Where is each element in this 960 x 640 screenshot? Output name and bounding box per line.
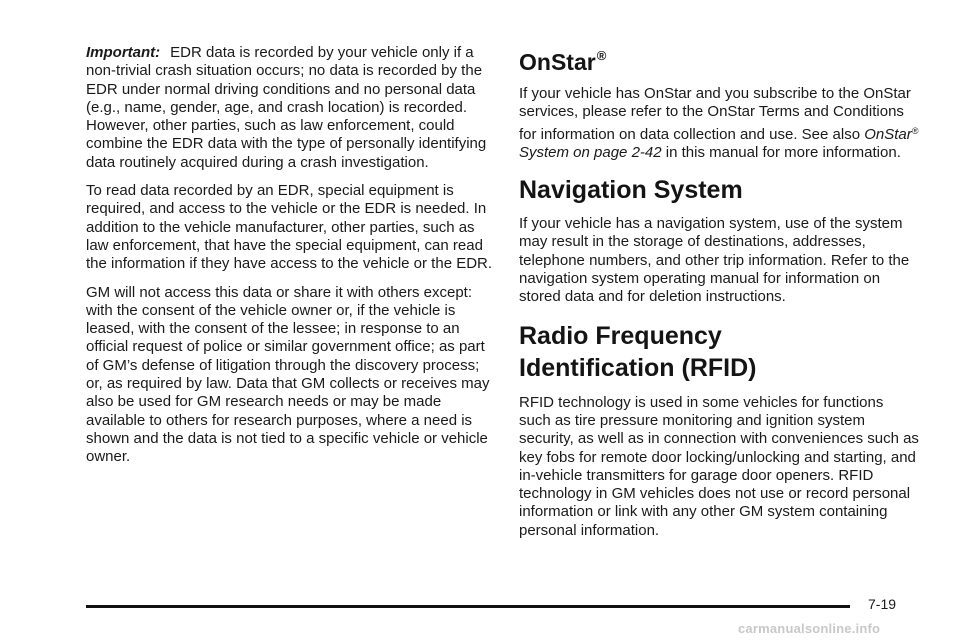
right-column	[519, 44, 919, 550]
navigation-paragraph: If your vehicle has a navigation system, use of the system may result in the storage of destinations, addresses, telephone numbers, and other trip information. Refer to the navigation system operating manual for information on stored data and for deletion instructions.	[519, 215, 910, 306]
registered-mark: ®	[596, 48, 607, 63]
page-number: 7-19	[868, 596, 897, 612]
rfid-paragraph: RFID technology is used in some vehicles for functions such as tire pressure monitoring and ignition system security, as well as in connection with conveniences such as key fobs for remote door locking/unlocking and starting, and in-vehicle transmitters for garage door openers. RFID technology in GM vehicles does not use or record personal information or link with any other GM system containing personal information.	[519, 393, 919, 539]
onstar-heading	[519, 42, 919, 76]
important-text: EDR data is recorded by your vehicle only if a non-trivial crash situation occurs; no data is recorded by the EDR under normal driving conditions and no personal data (e.g., name, gender, age, and crash location) is recorded. However, other parties, such as law enforcement, could combine the EDR data with the type of personally identifying data routinely acquired during a crash investigation.	[86, 44, 487, 171]
important-paragraph	[86, 44, 494, 172]
onstar-paragraph	[519, 85, 919, 162]
left-column	[86, 44, 494, 477]
rfid-heading	[519, 320, 919, 384]
onstar-ref-reg: ®	[911, 125, 919, 136]
important-label: Important:	[86, 44, 161, 61]
onstar-ref-rest: System on page 2-42	[519, 143, 662, 161]
watermark-text: carmanualsonline.info	[738, 621, 881, 636]
edr-read-paragraph: To read data recorded by an EDR, special equipment is required, and access to the vehicle or the EDR is needed. In addition to the vehicle manufacturer, other parties, such as law enforcement, that have the special equipment, can read the information if they have access to the vehicle or the EDR.	[86, 182, 493, 273]
onstar-text-before: If your vehicle has OnStar and you subscribe to the OnStar services, please refer to the OnStar Terms and Conditions for information on data collection and use. See also	[519, 85, 911, 143]
rfid-heading-line2: Identification (RFID)	[519, 353, 757, 382]
gm-access-paragraph: GM will not access this data or share it with others except: with the consent of the vehicle owner or, if the vehicle is leased, with the consent of the lessee; in response to an official request of police or similar government office; as part of GM’s defense of litigation through the discovery process; or, as required by law. Data that GM collects or receives may also be used for GM research needs or may be made available to others for research purposes, where a need is shown and the data is not tied to a specific vehicle or vehicle owner.	[86, 283, 490, 466]
onstar-text-after: in this manual for more information.	[661, 143, 901, 161]
navigation-heading: Navigation System	[519, 176, 743, 205]
rfid-heading-line1: Radio Frequency	[519, 321, 722, 350]
footer-rule	[86, 605, 850, 608]
onstar-heading-text: OnStar	[519, 49, 596, 75]
onstar-ref-name: OnStar	[864, 125, 912, 143]
